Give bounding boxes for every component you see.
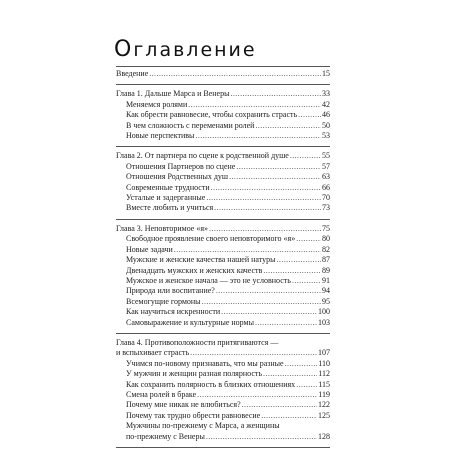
toc-section [116,67,330,85]
dot-leader [230,89,321,99]
entry-title: Самовыражение и культурные нормы [126,317,254,327]
entry-title: Природа или воспитание? [126,286,215,296]
entry-page-number: 42 [322,99,330,109]
entry-page-number: 82 [322,244,330,254]
entry-page-number: 66 [322,182,330,192]
toc-chapter-entry[interactable] [116,338,330,348]
entry-title: Отношения Родственных душ [126,172,229,182]
entry-title: Отношения Партнеров по сцене [126,161,236,171]
entry-page-number: 112 [318,369,330,379]
entry-page-number: 94 [322,286,330,296]
toc-section [116,147,330,219]
entry-page-number: 73 [322,203,330,213]
toc-subentry[interactable] [116,203,330,213]
toc-chapter-entry[interactable] [116,224,330,234]
toc-subentry[interactable] [116,100,330,110]
entry-title: Учимся по-новому признавать, что мы разные [126,358,284,368]
toc-chapter-entry[interactable] [116,69,330,79]
toc-subentry[interactable] [116,266,330,276]
entry-title: Введение [116,69,149,78]
toc-section [116,85,330,147]
entry-page-number: 33 [322,89,330,99]
entry-page-number: 50 [322,120,330,130]
entry-title: Глава 4. Противоположности притягиваются — [116,337,279,347]
table-of-contents [116,67,330,448]
entry-title: Почему так трудно обрести равновесие [126,410,261,420]
dot-leader [188,100,321,110]
dot-leader [263,369,317,379]
toc-subentry[interactable] [116,286,330,296]
dot-leader [292,276,321,286]
entry-title: Двенадцать мужских и женских качеств [126,265,263,275]
entry-page-number: 87 [322,255,330,265]
entry-title: Новые перспективы [126,131,195,141]
entry-page-number: 91 [322,275,330,285]
dot-leader [190,348,317,358]
toc-subentry[interactable] [116,255,330,265]
entry-page-number: 55 [322,151,330,161]
entry-page-number: 110 [318,358,330,368]
entry-page-number: 75 [322,223,330,233]
toc-subentry[interactable] [116,400,330,410]
entry-page-number: 63 [322,172,330,182]
toc-subentry[interactable] [116,110,330,120]
dot-leader [242,400,317,410]
toc-subentry[interactable] [116,276,330,286]
dot-leader [298,110,321,120]
dot-leader [197,390,317,400]
entry-page-number: 80 [322,234,330,244]
entry-title: Новые задачи [126,244,173,254]
dot-leader [255,121,321,131]
toc-subentry[interactable] [116,359,330,369]
entry-page-number: 125 [318,410,330,420]
entry-title: Почему мне никак не влюбиться? [126,400,241,410]
dot-leader [221,307,317,317]
entry-title: Современные трудности [126,182,210,192]
dot-leader [261,411,317,421]
entry-page-number: 89 [322,265,330,275]
entry-page-number: 70 [322,193,330,203]
entry-title: Вместе любить и учиться [126,203,214,213]
toc-subentry[interactable] [116,432,330,442]
dot-leader [209,224,321,234]
dot-leader [285,359,318,369]
entry-page-number: 103 [318,317,330,327]
entry-title: Смена ролей в браке [126,389,197,399]
entry-title: Глава 3. Неповторимое «я» [116,223,209,233]
entry-title: Глава 2. От партнера по сцене к родственной душе [116,151,289,161]
dot-leader [296,380,317,390]
toc-subentry[interactable] [116,318,330,328]
entry-title: В чем сложность с переменами ролей [126,120,255,130]
entry-page-number: 107 [318,348,330,358]
dot-leader [290,151,321,161]
entry-title: Свободное проявление своего неповторимого «я» [126,234,296,244]
dot-leader [255,318,317,328]
entry-page-number: 115 [318,379,330,389]
dot-leader [174,245,321,255]
toc-subentry[interactable] [116,183,330,193]
dot-leader [195,131,321,141]
entry-title: Меняемся ролями [126,99,188,109]
entry-page-number: 128 [318,431,330,441]
toc-subentry[interactable] [116,193,330,203]
entry-page-number: 95 [322,296,330,306]
dot-leader [214,203,321,213]
entry-page-number: 100 [318,307,330,317]
entry-title: Мужское и женское начала — это не условность [126,275,291,285]
toc-subentry[interactable] [116,162,330,172]
dot-leader [149,69,321,79]
entry-page-number: 46 [322,110,330,120]
toc-subentry[interactable] [116,307,330,317]
toc-subentry[interactable] [116,121,330,131]
page-title [114,37,257,62]
dot-leader [229,172,321,182]
dot-leader [202,297,321,307]
toc-chapter-entry[interactable] [116,89,330,99]
toc-subentry[interactable] [116,234,330,244]
dot-leader [206,193,321,203]
toc-subentry[interactable] [116,297,330,307]
toc-subentry[interactable] [116,411,330,421]
entry-page-number: 53 [322,131,330,141]
entry-title: Усталые и задерганные [126,193,206,203]
entry-title: и вспыхивает страсть [116,348,190,358]
entry-title: Глава 1. Дальше Марса и Венеры [116,89,230,99]
toc-subentry[interactable] [116,245,330,255]
entry-page-number: 122 [318,400,330,410]
dot-leader [263,266,321,276]
entry-title: Мужчины по-прежнему с Марса, а женщины [126,421,280,431]
page-title-initial: О [114,37,134,62]
toc-subentry[interactable] [116,390,330,400]
toc-subentry[interactable] [116,172,330,182]
dot-leader [211,183,321,193]
toc-section [116,334,330,448]
dot-leader [296,234,321,244]
dot-leader [277,255,321,265]
page-title-rest: главление [133,39,257,61]
dot-leader [216,286,321,296]
entry-title: Всемогущие гормоны [126,296,201,306]
entry-page-number: 15 [322,69,330,78]
entry-title: У мужчин и женщин разная полярность [126,369,263,379]
toc-subentry[interactable] [116,131,330,141]
entry-title: Как обрести равновесие, чтобы сохранить страсть [126,110,298,120]
entry-page-number: 119 [318,389,330,399]
toc-subentry[interactable] [116,380,330,390]
entry-page-number: 57 [322,161,330,171]
dot-leader [236,162,321,172]
toc-subentry[interactable] [116,369,330,379]
entry-title: Как научиться искренности [126,307,221,317]
toc-section [116,220,330,334]
dot-leader [206,432,317,442]
entry-title: Мужские и женские качества нашей натуры [126,255,276,265]
toc-subentry[interactable] [116,348,330,358]
toc-subentry[interactable] [116,421,330,431]
toc-chapter-entry[interactable] [116,151,330,161]
entry-title: Как сохранить полярность в близких отношениях [126,379,296,389]
entry-title: по-прежнему с Венеры [126,431,205,441]
